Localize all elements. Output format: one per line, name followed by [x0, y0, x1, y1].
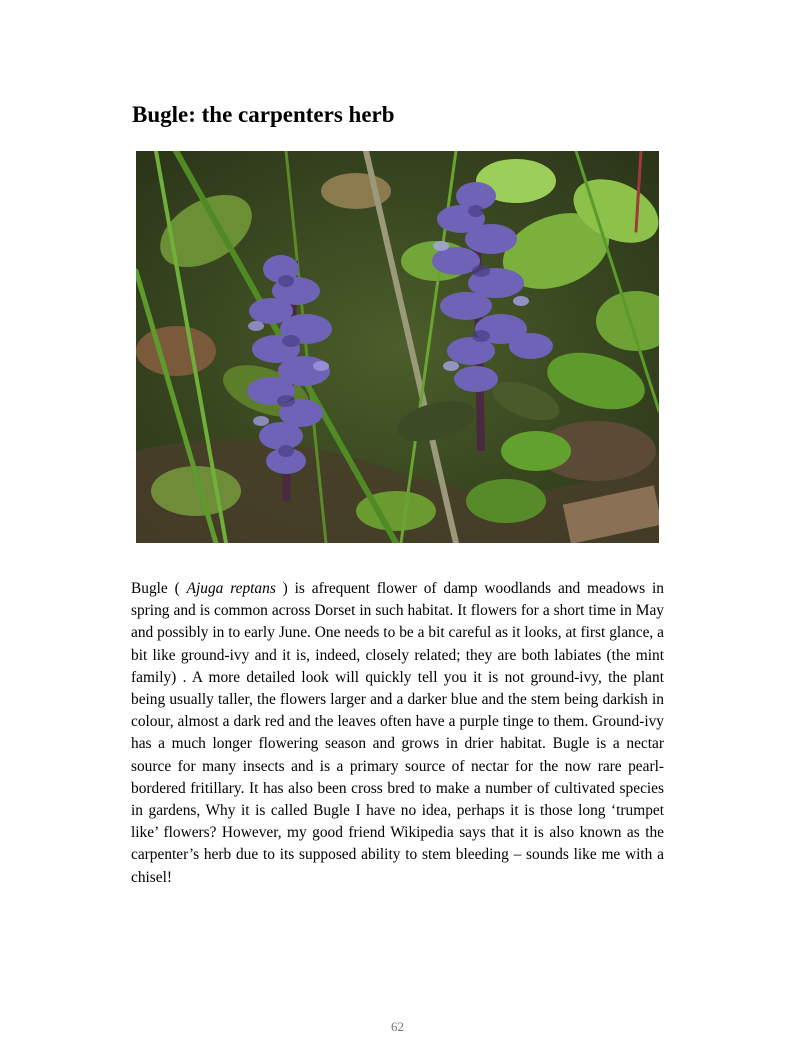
latin-name: Ajuga reptans — [186, 580, 276, 597]
body-text-main: ) is afrequent flower of damp woodlands and meadows in spring and is common across Dorset in such habitat. It flowers for a short time in May and possibly in to early June. One needs to be a bit careful as it looks, at first glance, a bit like ground-ivy and it is, indeed, closely related; they are both labiates (the mint family) . A more detailed look will quickly tell you it is not ground-ivy, the plant being usually taller, the flowers larger and a darker blue and the stem being darkish in colour, almost a dark red and the leaves often have a purple tinge to them. Ground-ivy has a much longer flowering season and grows in drier habitat. Bugle is a nectar source for many insects and is a primary source of nectar for the now rare pearl-bordered fritillary. It has also been cross bred to make a number of cultivated species in gardens, Why it is called Bugle I have no idea, perhaps it is those long ‘trumpet like’ flowers? However, my good friend Wikipedia says that it is also known as the carpenter’s herb due to its supposed ability to stem bleeding – sounds like me with a chisel! — [131, 580, 664, 886]
bugle-photo — [136, 151, 659, 543]
page-number: 62 — [391, 1019, 404, 1034]
page-title: Bugle: the carpenters herb — [132, 102, 395, 127]
intro-before: Bugle ( — [131, 580, 187, 597]
body-paragraph — [131, 578, 664, 889]
